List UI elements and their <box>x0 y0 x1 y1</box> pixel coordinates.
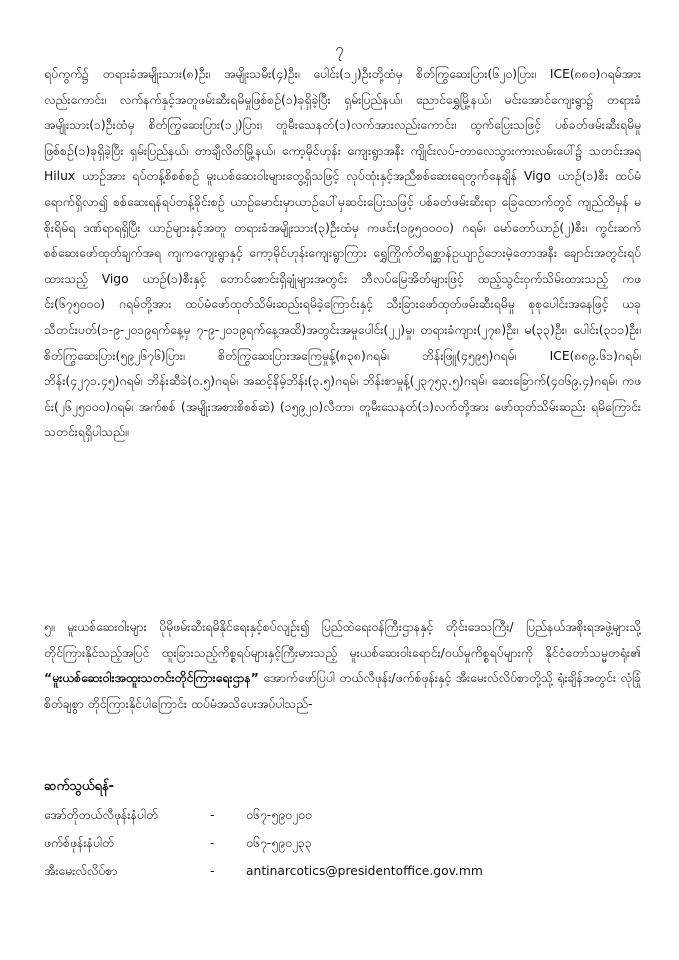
fax-dash: - <box>210 836 215 850</box>
fax-value: ၀၆၇-၅၉၀၂၃၃ <box>246 836 312 850</box>
phone-dash: - <box>210 808 215 822</box>
email-dash: - <box>210 864 215 878</box>
phone-label: အော်တိုတယ်လီဖုန်းနံပါတ် <box>44 808 158 822</box>
notice-text-end: အောက်ဖော်ပြပါ တယ်လီဖုန်း/ဖက်စ်ဖုန်းနှင့် အီးမေးလ်လိပ်စာတို့သို့ ရုံးချိန်အတွင်း လုံခြုံစိတ်ချစွာ တိုင်ကြားနိုင်ပါကြောင်း ထပ်မံအသိပေးအပ်ပါသည်- <box>44 671 641 711</box>
notice-paragraph <box>44 615 641 765</box>
notice-text-start: ၅။ မူးယစ်ဆေးဝါးများ ပိုမိုဖမ်းဆီးရမိနိုင်ရေးနှင့်စပ်လျဉ်း၍ ပြည်ထဲရေးဝန်ကြီးဌာနနှင့် တိုင်းဒေသကြီး/ ပြည်နယ်အစိုးရအဖွဲ့များသို့ တိုင်ကြားနိုင်သည့်အပြင် ထူးခြားသည့်ကိစ္စရပ်များနှင့်ကြီးမားသည့် မူးယစ်ဆေးဝါးရောင်း/ဝယ်မှုကိစ္စရပ်များကို နိုင်ငံတော်သမ္မတရုံး၏ <box>44 620 641 660</box>
page-number: ၇ <box>335 40 344 58</box>
contact-heading: ဆက်သွယ်ရန်- <box>44 779 115 794</box>
hotline-department-name: “မူးယစ်ဆေးဝါးအထူးသတင်းတိုင်ကြားရေးဌာန” <box>44 671 259 686</box>
phone-value: ၀၆၇-၅၉၀၂၀၀ <box>246 808 312 822</box>
email-value[interactable]: antinarcotics@presidentoffice.gov.mm <box>246 864 483 878</box>
email-label: အီးမေးလ်လိပ်စာ <box>44 864 118 878</box>
report-paragraph: ရပ်ကွက်၌ တရားခံအမျိုးသား(၈)ဦး၊ အမျိုးသမီး(၄)ဦး၊ ပေါင်း(၁၂)ဦးတို့ထံမှ စိတ်ကြွဆေးပြား(၆၂၀)ပြား၊ ICE(၈၈၀)ဂရမ်အားလည်းကောင်း၊ လက်နက်နှင့်အတူဖမ်းဆီးရမိမှုဖြစ်စဉ်(၁)ခုရှိခဲ့ပြီး ရှမ်းပြည်နယ်၊ ညောင်ရွှေမြို့နယ်၊ မင်းအောင်ကျေးရွာ၌ တရားခံအမျိုးသား(၁)ဦးထံမှ စိတ်ကြွဆေးပြား(၁၂)ပြား၊ တူမီးသေနတ်(၁)လက်အားလည်းကောင်း၊ ထွက်ပြေးသဖြင့် ပစ်ခတ်ဖမ်းဆီးရမိမှုဖြစ်စဉ်(၁)ခုရှိခဲ့ပြီး ရှမ်းပြည်နယ်၊ တာချီလိတ်မြို့နယ်၊ ကော့မိုင်ဟုန်း ကျေးရွာအနီး ကျိုင်းလပ်-တာလေသွားကားလမ်းပေါ်၌ သတင်းအရ Hilux ယာဉ်အား ရပ်တန့်စိစစ်စဉ် မူးယစ်ဆေးဝါးများတွေ့ရှိသဖြင့် လုပ်ထုံးနှင့်အညီစစ်ဆေးရေတွက်နေချိန် Vigo ယာဉ်(၁)စီး ထပ်မံရောက်ရှိလာ၍ စစ်ဆေးရန်ရပ်တန့်ခိုင်းစဉ် ယာဉ်မောင်းမှာယာဉ်ပေါ်မှဆင်းပြေးသဖြင့် ပစ်ခတ်ဖမ်းဆီးရာ ခြေထောက်တွင် ကျည်ထိမှန် မစိုးရိမ်ရ ဒဏ်ရာရရှိပြီး ယာဉ်များနှင့်အတူ တရားခံအမျိုးသား(၃)ဦးထံမှ ကဖင်း(၁၉၅၀၀၀၀) ဂရမ်၊ မော်တော်ယာဉ်(၂)စီး၊ ကွင်းဆက်စစ်ဆေးဖော်ထုတ်ချက်အရ ကျကကျေးရွာနှင့် ကော့မိုင်ဟုန်းကျေးရွာကြား ရွှေကြိုက်တိရစ္ဆာန်ဥယျာဉ်ဘေးမဲ့တောအနီး ချောင်းအတွင်းရပ်ထားသည့် Vigo ယာဉ်(၁)စီးနှင့် တောင်စောင်းရှိချုံများအတွင်း ဘီလပ်မြေအိတ်များဖြင့် ထည့်သွင်းဝှက်သိမ်းထားသည့် ကဖင်း(၆၇၅၀၀၀) ဂရမ်တို့အား ထပ်မံဖော်ထုတ်သိမ်းဆည်းရမိခဲ့ကြောင်းနှင့် သီးခြားဖော်ထုတ်ဖမ်းဆီးရမိမှု စုစုပေါင်းအနေဖြင့် ယခုသီတင်းပတ်(၁-၉-၂၀၁၉ရက်နေ့မှ ၇-၉-၂၀၁၉ရက်နေ့အထိ)အတွင်းအမှုပေါင်း(၂၂)မှု၊ တရားခံကျား(၂၇၈)ဦး၊ မ(၃၃)ဦး၊ ပေါင်း(၃၁၁)ဦး၊ စိတ်ကြွဆေးပြား(၅၉၂၆၇၆)ပြား၊ စိတ်ကြွဆေးပြားအကြေမှုန့်(၈၃၈)ဂရမ်၊ ဘိန်းဖြူ(၄၅၉၅)ဂရမ်၊ ICE(၈၈၉.၆၁)ဂရမ်၊ဘိန်း(၄၂၇၁.၄၅)ဂရမ်၊ ဘိန်းဆီခဲ(၀.၅)ဂရမ်၊ အဆင့်နိမ့်ဘိန်း(၃.၅)ဂရမ်၊ ဘိန်းစာမှုန့်(၂၃၇၅၃.၅)ဂရမ်၊ ဆေးခြောက်(၄၀၆၉.၄)ဂရမ်၊ ကဖင်း(၂၆၂၅၀၀၀)ဂရမ်၊ အက်စစ် (အမျိုးအစားစိစစ်ဆဲ) (၁၅၉၂၀)လီတာ၊ တူမီးသေနတ်(၁)လက်တို့အား ဖော်ထုတ်သိမ်းဆည်း ရမိကြောင်း သတင်းရရှိပါသည်။ <box>44 67 641 440</box>
fax-label: ဖက်စ်ဖုန်းနံပါတ် <box>44 836 114 850</box>
